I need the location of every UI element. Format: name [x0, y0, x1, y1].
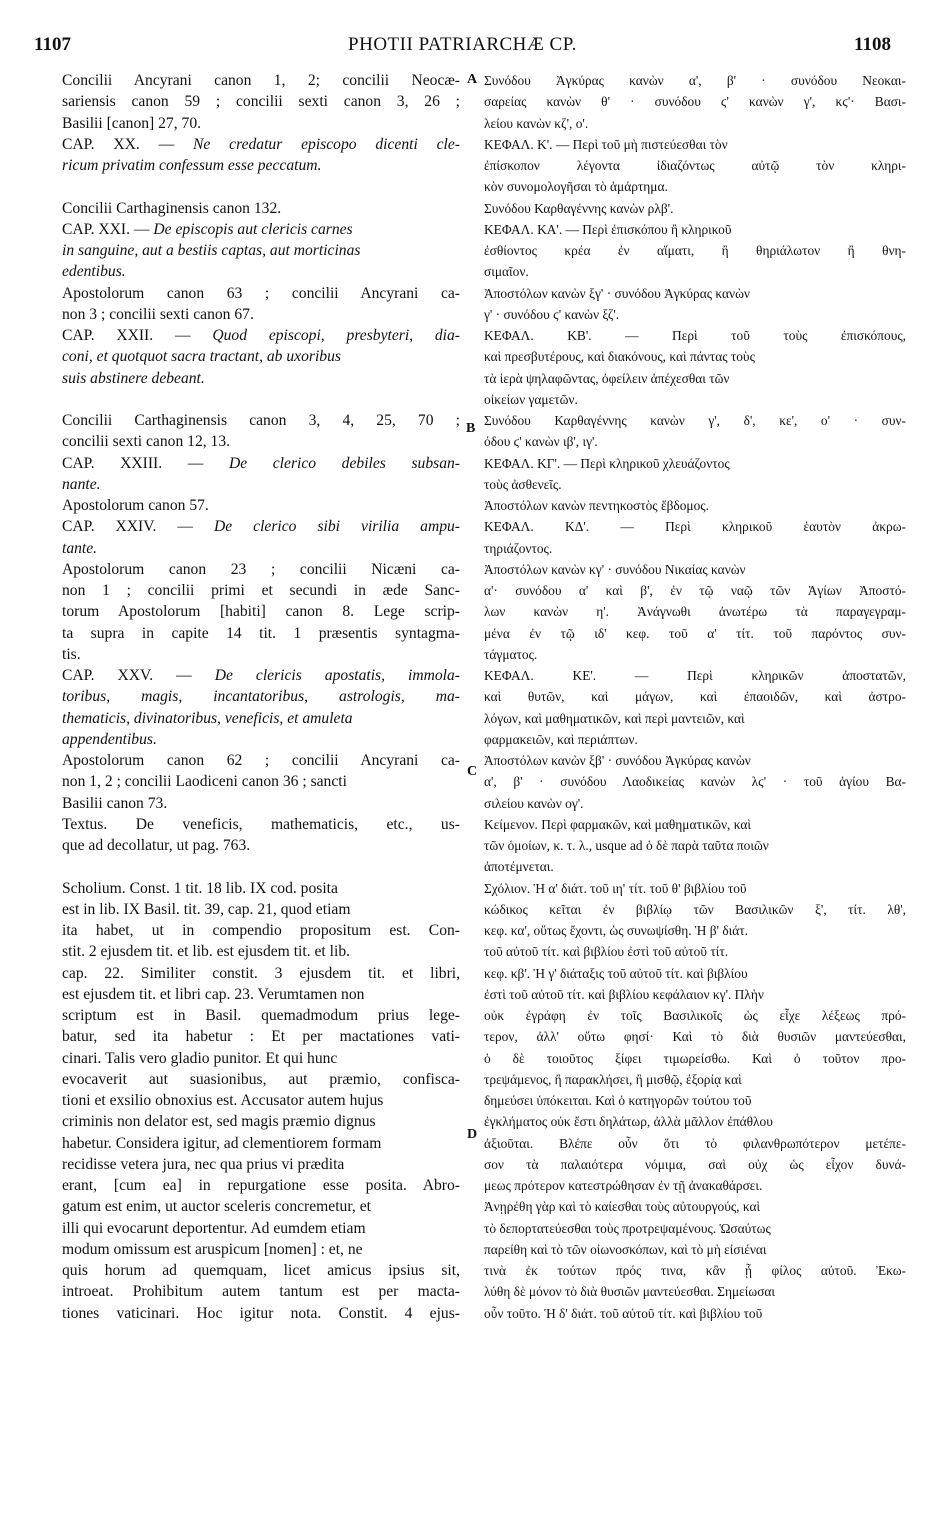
left-text-line: ita habet, ut in compendio propositum est. Con- [62, 922, 460, 939]
right-text-line: τηριάζοντος. [484, 540, 553, 556]
left-text-line: quis horum ad quemquam, licet amicus ipsius sit, [62, 1262, 460, 1279]
left-text-line: illi qui evocarunt deportentur. Ad eumdem etiam [62, 1219, 366, 1237]
left-text-line: CAP. XXII. — Quod episcopi, presbyteri, dia- [62, 327, 460, 344]
right-text-line: όδου ϛ' κανὼν ιβ', ιγ'. [484, 434, 598, 450]
margin-marker-c: C [467, 764, 478, 779]
left-text-line: Concilii Carthaginensis canon 132. [62, 199, 282, 217]
left-text-line: cap. 22. Similiter constit. 3 ejusdem tit. et libri, [62, 964, 460, 982]
left-text-line: tis. [62, 645, 81, 663]
left-text-line: tante. [62, 539, 98, 557]
left-text-line: non 1, 2 ; concilii Laodiceni canon 36 ; sancti [62, 773, 347, 791]
right-text-line: λόγων, καὶ μαθηματικῶν, καὶ περὶ μαντειῶν, καὶ [484, 710, 745, 726]
left-text-line [62, 176, 460, 197]
right-text-line: ἐγκλήματος οὐκ ἔστι δηλάτωρ, ἀλλὰ μᾶλλον ἐπάθλου [484, 1114, 773, 1130]
left-text-line: Apostolorum canon 63 ; concilii Ancyrani ca- [62, 284, 460, 302]
left-text-line: batur, sed ita habetur : Et per mactationes vati- [62, 1028, 460, 1046]
right-text-line: τρεψάμενος, ἢ παρακλήσει, ἢ μισθῷ, ἐξορίᾳ καὶ [484, 1071, 742, 1087]
right-text-line: ὁ δὲ τοιοῦτος ξίφει τιμωρείσθω. Καὶ ὁ τοῦτον προ- [484, 1050, 906, 1066]
left-text-line: Basilii [canon] 27, 70. [62, 114, 202, 132]
right-text-line: φαρμακειῶν, καὶ περιάπτων. [484, 731, 638, 747]
left-text-line: CAP. XXIII. — De clerico debiles subsan- [62, 454, 460, 472]
right-text-line: γ' · συνόδου ϛ' κανὼν ξζ'. [484, 306, 620, 322]
left-text-line: tioni et exsilio obnoxius est. Accusator autem hujus [62, 1092, 384, 1109]
right-text-line: τοῦ αὐτοῦ τίτ. καὶ βιβλίου ἐστὶ τοῦ αὐτοῦ τίτ. [484, 944, 729, 960]
left-text-line: Textus. De veneficis, mathematicis, etc., us- [62, 815, 460, 833]
right-text-line: σιλείου κανὼν ογ'. [484, 795, 584, 811]
right-text-line: Ἀποστόλων κανὼν ξγ' · συνόδου Ἀγκύρας κανὼν [484, 285, 750, 301]
right-text-line: κώδικος κεῖται ἐν βιβλίῳ τῶν Βασιλικῶν ξ', τίτ. λθ', [484, 901, 906, 917]
right-text-line: ἀξιοῦται. Βλέπε οὖν ὅτι τὸ φιλανθρωπότερον μετέπε- [484, 1135, 906, 1151]
right-text-line: α'· συνόδου α' καὶ β', ἐν τῷ ναῷ τῶν Ἁγίων Ἀποστό- [484, 583, 906, 598]
left-text-line: ta supra in capite 14 tit. 1 præsentis syntagma- [62, 624, 460, 642]
right-text-line: τάγματος. [484, 646, 538, 662]
left-text-line: non 3 ; concilii sexti canon 67. [62, 305, 254, 323]
right-text-line: ΚΕΦΑΛ. ΚΓ'. — Περὶ κληρικοῦ χλευάζοντος [484, 455, 730, 471]
right-text-line: ἐστὶ τοῦ αὐτοῦ τίτ. καὶ βιβλίου κεφάλαιον κγ'. Πλὴν [484, 986, 764, 1002]
left-text-line: gatum est enim, ut auctor sceleris concremetur, et [62, 1198, 371, 1216]
left-text-line: modum omissum est aruspicum [nomen] : et, ne [62, 1240, 363, 1258]
right-text-line: τοὺς ἀσθενεῖς. [484, 476, 562, 492]
right-text-line: τὰ ἱερὰ ψηλαφῶντας, ὀφείλειν ἀπέχεσθαι τῶν [484, 370, 730, 386]
left-text-line: introeat. Prohibitum autem tantum est per macta- [62, 1283, 460, 1301]
left-text-line: non 1 ; concilii primi et secundi in æde Sanc- [62, 582, 460, 599]
right-text-line: ἐσθίοντος κρέα ἐν αἵματι, ἢ θηριάλωτον ἢ θνη- [484, 243, 906, 258]
right-text-line: Συνόδου Καρθαγέννης κανὼν ρλβ'. [484, 200, 674, 216]
left-text-line: CAP. XXV. — De clericis apostatis, immola- [62, 667, 460, 684]
right-text-line: ΚΕΦΑΛ. ΚΒ'. — Περὶ τοῦ τοὺς ἐπισκόπους, [484, 328, 906, 343]
left-text-line: appendentibus. [62, 730, 157, 748]
left-text-line: scriptum est in Basil. quemadmodum prius lege- [62, 1007, 460, 1024]
left-text-line: erant, [cum ea] in repurgatione esse posita. Abro- [62, 1177, 460, 1194]
left-text-line: nante. [62, 475, 101, 493]
page-header [34, 34, 891, 62]
latin-column [62, 70, 460, 1500]
right-text-line: οὐκ ἐγράφη ἐν τοῖς Βασιλικοῖς ὡς εἶχε λέξεως πρό- [484, 1008, 906, 1023]
right-text-line: Κείμενον. Περὶ φαρμακῶν, καὶ μαθηματικῶν, καὶ [484, 816, 752, 832]
left-text-line: Concilii Carthaginensis canon 3, 4, 25, 70 ; [62, 412, 460, 429]
left-text-line: est ejusdem tit. et libri cap. 23. Verumtamen non [62, 985, 365, 1003]
left-text-line: CAP. XXI. — De episcopis aut clericis carnes [62, 220, 353, 238]
right-text-line: λων κανὼν η'. Ἀνάγνωθι ἀνωτέρω τὰ παραγεγραμ- [484, 604, 906, 620]
left-text-line: Basilii canon 73. [62, 794, 168, 812]
left-text-line: stit. 2 ejusdem tit. et lib. est ejusdem tit. et lib. [62, 943, 351, 961]
right-text-line: ΚΕΦΑΛ. ΚΕ'. — Περὶ κληρικῶν ἀποστατῶν, [484, 668, 906, 683]
right-text-line: Ἀποστόλων κανὼν πεντηκοστὸς ἕβδομος. [484, 498, 709, 513]
right-text-line: κεφ. κα', οὕτως ἔχοντι, ὡς συνωψίσθη. Ἡ β' διάτ. [484, 923, 749, 938]
left-text-line: Scholium. Const. 1 tit. 18 lib. IX cod. posita [62, 879, 338, 897]
left-text-line: tiones vaticinari. Hoc igitur nota. Constit. 4 ejus- [62, 1304, 460, 1322]
right-text-line: τὸ δεπορτατεύεσθαι τοὺς προτρεψαμένους. Ὡσαύτως [484, 1220, 771, 1236]
right-text-line: λύθη δὲ μόνον τὸ διὰ θυσιῶν μαντεύεσθαι. Σημείωσαι [484, 1284, 776, 1300]
right-text-line: οἰκείων γαμετῶν. [484, 391, 578, 407]
left-text-line: edentibus. [62, 263, 126, 281]
left-text-line: evocaverit aut suasionibus, aut præmio, confisca- [62, 1070, 460, 1088]
right-text-line: ΚΕΦΑΛ. Κ'. — Περὶ τοῦ μὴ πιστεύεσθαι τὸν [484, 136, 728, 152]
left-text-line: coni, et quotquot sacra tractant, ab uxoribus [62, 348, 341, 366]
margin-marker-d: D [467, 1127, 478, 1142]
left-text-line: Concilii Ancyrani canon 1, 2; concilii Neocæ- [62, 72, 460, 89]
left-text-line: CAP. XXIV. — De clerico sibi virilia ampu- [62, 518, 460, 536]
right-text-line: κὸν συνομολογῆσαι τὸ ἁμάρτημα. [484, 179, 668, 195]
left-text-line: torum Apostolorum [habiti] canon 8. Lege scrip- [62, 603, 460, 621]
right-text-line: ἀποτέμνεται. [484, 859, 554, 875]
left-text-line: in sanguine, aut a bestiis captas, aut morticinas [62, 242, 361, 259]
right-text-line: μεως πρότερον κατεστρώθησαν ἐν τῇ ἀνακαθάρσει. [484, 1178, 763, 1193]
left-page-number: 1107 [34, 34, 71, 55]
margin-marker-b: B [466, 421, 476, 436]
left-text-line: habetur. Considera igitur, ad clementiorem formam [62, 1134, 382, 1152]
left-text-line [62, 856, 460, 877]
left-text-line: CAP. XX. — Ne credatur episcopo dicenti cle- [62, 135, 460, 153]
right-text-line: δημεύσει ὑπόκειται. Καὶ ὁ κατηγορῶν τούτου τοῦ [484, 1093, 752, 1108]
left-text-line: concilii sexti canon 12, 13. [62, 433, 231, 451]
right-text-line: σον τὰ παλαιότερα νόμιμα, σαὶ οὐχ ὡς εἶχον δυνά- [484, 1156, 906, 1172]
right-text-line: παρείθη καὶ τὸ τῶν οἰωνοσκόπων, καὶ τὸ μὴ εἰσιέναι [484, 1241, 767, 1257]
right-text-line: Ἀποστόλων κανὼν ξβ' · συνόδου Ἀγκύρας κανὼν [484, 753, 751, 768]
right-text-line: α', β' · συνόδου Λαοδικείας κανὼν λϛ' · τοῦ ἁγίου Βα- [484, 774, 906, 790]
right-text-line: ἐπίσκοπον λέγοντα ἰδιαζόντως αὐτῷ τὸν κληρι- [484, 158, 906, 173]
left-text-line: ricum privatim confessum esse peccatum. [62, 157, 322, 174]
left-text-line: thematicis, divinatoribus, veneficis, et amuleta [62, 709, 353, 727]
running-title: PHOTII PATRIARCHÆ CP. [348, 34, 577, 55]
left-text-line: est in lib. IX Basil. tit. 39, cap. 21, quod etiam [62, 900, 351, 918]
right-text-line: σαρείας κανὼν θ' · συνόδου ϛ' κανὼν γ', κϛ'· Βασι- [484, 94, 906, 110]
left-text-line: sariensis canon 59 ; concilii sexti canon 3, 26 ; [62, 93, 460, 111]
right-text-line: Ἀνῃρέθη γὰρ καὶ τὸ καίεσθαι τοὺς αὐτουργούς, καὶ [484, 1199, 761, 1215]
right-text-line: Ἀποστόλων κανὼν κγ' · συνόδου Νικαίας κανὼν [484, 561, 746, 577]
greek-column [484, 70, 906, 1500]
left-text-line: Apostolorum canon 23 ; concilii Nicæni ca- [62, 560, 460, 578]
right-text-line: Συνόδου Καρθαγέννης κανὼν γ', δ', κε', ο' · συν- [484, 413, 906, 428]
left-text-line: recidisse vetera jura, nec qua prius vi prædita [62, 1155, 345, 1173]
left-text-line: suis abstinere debeant. [62, 369, 205, 387]
right-text-line: οὖν τοῦτο. Ἡ δ' διάτ. τοῦ αὐτοῦ τίτ. καὶ βιβλίου τοῦ [484, 1305, 763, 1321]
left-text-line: criminis non delator est, sed magis præmio dignus [62, 1113, 376, 1131]
right-text-line: κεφ. κβ'. Ἡ γ' διάταξις τοῦ αὐτοῦ τίτ. καὶ βιβλίου [484, 965, 748, 981]
right-text-line: τερον, ἀλλ' οὕτω φησί· Καὶ τὸ διὰ θυσιῶν μαντεύεσθαι, [484, 1029, 906, 1045]
right-text-line: καὶ πρεσβυτέρους, καὶ διακόνους, καὶ πάντας τοὺς [484, 349, 755, 365]
right-text-line: λείου κανὼν κζ', ο'. [484, 115, 589, 131]
right-text-line: μένα ἐν τῷ ιδ' κεφ. τοῦ α' τίτ. τοῦ παρόντος συν- [484, 625, 906, 641]
left-text-line [62, 389, 460, 410]
right-text-line: τῶν ὁμοίων, κ. τ. λ., usque ad ὁ δὲ παρὰ ταῦτα ποιῶν [484, 838, 769, 853]
left-text-line: toribus, magis, incantatoribus, astrologis, ma- [62, 688, 460, 706]
margin-marker-a: A [467, 72, 478, 87]
right-text-line: Σχόλιον. Ἡ α' διάτ. τοῦ ιη' τίτ. τοῦ θ' βιβλίου τοῦ [484, 880, 747, 896]
left-text-line: Apostolorum canon 62 ; concilii Ancyrani ca- [62, 752, 460, 769]
right-text-line: ΚΕΦΑΛ. ΚΔ'. — Περὶ κληρικοῦ ἑαυτὸν ἀκρω- [484, 519, 906, 535]
right-text-line: καὶ θυτῶν, καὶ μάγων, καὶ ἐπαοιδῶν, καὶ ἀστρο- [484, 689, 906, 705]
right-text-line: Συνόδου Ἀγκύρας κανὼν α', β' · συνόδου Νεοκαι- [484, 73, 906, 88]
right-text-line: σιμαῖον. [484, 264, 529, 280]
left-text-line: que ad decollatur, ut pag. 763. [62, 837, 251, 854]
right-text-line: ΚΕΦΑΛ. ΚΑ'. — Περὶ ἐπισκόπου ἢ κληρικοῦ [484, 221, 732, 237]
right-text-line: τινὰ ἐκ τούτων πρός τινα, κἂν ᾖ φίλος αὐτοῦ. Ἐκω- [484, 1263, 906, 1278]
left-text-line: cinari. Talis vero gladio punitor. Et qui hunc [62, 1049, 338, 1067]
left-text-line: Apostolorum canon 57. [62, 497, 209, 514]
right-page-number: 1108 [854, 34, 891, 55]
